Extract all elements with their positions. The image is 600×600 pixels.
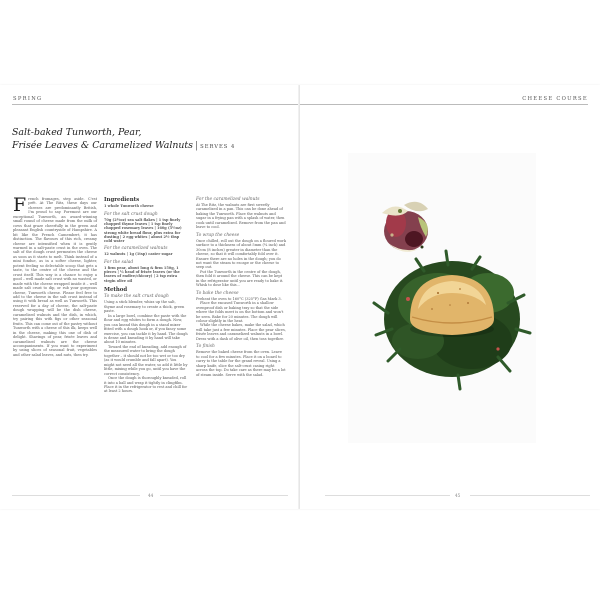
salad-ingredients: 1 firm pear, about long & firm 150g, 1 pieces | ¼ head of frisée leaves (or the leaves of endive/chicory) | 2 tsp extra virgin olive oil (104, 265, 180, 283)
col3-paragraph: While the cheese bakes, make the salad, which will take just a few minutes. Place the pear slices, frisée leaves and caramelized walnuts in a bowl. Dress with a dash of olive oil, then toss together. (196, 323, 286, 341)
ingredients-heading: Ingredients (104, 197, 140, 203)
drop-cap: F (13, 194, 27, 216)
method-paragraph: Once the dough is thoroughly kneaded, roll it into a ball and wrap it tightly in clingfilm. Place it in the refrigerator to rest and chill for at least 2 hours. (104, 376, 188, 394)
col3-paragraph: Put the Tunworth in the centre of the dough, then fold it around the cheese. This can be kept in the refrigerator until you are ready to bake it. Whisk to dose like this... (196, 269, 284, 288)
intro-column (13, 194, 97, 357)
col3-paragraph: At The Ritz, the walnuts are first sweetly caramelized in a pan. This can be done ahead of baking the Tunworth. Place the walnuts and sugar in a frying pan with a splash of water, then cook until caramelized. Remove from the pan and leave to cool. (196, 203, 286, 230)
method-heading: Method (104, 286, 128, 293)
cheese-ingredient: 1 whole Tunworth cheese (104, 204, 154, 209)
right-page (300, 85, 600, 509)
dish-photo (348, 153, 536, 443)
page-number-right: 45 (455, 493, 461, 498)
salad-heading: For the salad (104, 259, 134, 265)
header-rule-left (12, 104, 300, 105)
title-line-2: Frisée Leaves & Caramelized Walnuts (12, 139, 193, 151)
page-number-left: 44 (148, 493, 154, 498)
walnuts-heading: For the caramelized walnuts (104, 246, 168, 252)
dough-heading: For the salt crust dough (104, 211, 158, 217)
title-line-1: Salt-baked Tunworth, Pear, (12, 127, 142, 138)
recipe-title (12, 127, 292, 153)
method-column (196, 197, 286, 377)
dough-ingredients: 70g (2½oz) sea salt flakes | 1 tsp finely chopped thyme leaves | 1 tsp finely chopped rosemary leaves | 160g (5½oz) strong white bread flour, plus extra for dusting | 2 egg whites | about 2½ tbsp cold water (104, 217, 182, 244)
col3-paragraph: Remove the baked cheese from the oven. Leave to cool for a few minutes. Place it on a board to carry to the table for the grand reveal. Using a sharp knife, slice the salt-crust casing right across the top. Do take care as there may be a lot of steam inside. Serve with the salad. (196, 350, 286, 377)
footer-rule (160, 495, 288, 496)
running-head-right: CHEESE COURSE (522, 96, 588, 102)
col3-heading-wrap: To wrap the cheese (196, 232, 240, 238)
dish-illustration (348, 153, 536, 443)
footer-rule (470, 495, 590, 496)
header-rule-right (300, 104, 588, 105)
col3-heading-bake: To bake the cheese (196, 290, 239, 296)
footer-rule (12, 495, 140, 496)
serves-label: SERVES 4 (200, 143, 236, 150)
method-paragraph: Toward the end of kneading, add enough of the measured water to bring the dough together – it should not be too wet or too dry (as it would crumble and fall apart). You might not need all the water, so add it little by little, mixing while you go, until you have the correct consistency. (104, 344, 188, 376)
col3-paragraph: Preheat the oven to 160°C (325°F) Gas Mark 3. (196, 296, 282, 301)
method-paragraph: In a large bowl, combine the paste with the flour and egg whites to form a dough. Now, you can knead this dough in a stand mixer fitted with a dough hook or, if you fancy some exercise, you can tackle it by hand. The dough is dense and kneading it by hand will take about 10 minutes. (104, 313, 188, 345)
footer-rule (325, 495, 450, 496)
ingredients-column (104, 197, 188, 394)
left-page (0, 85, 300, 509)
walnuts-ingredients: 12 walnuts | 1g (1tsp) caster sugar (104, 252, 173, 257)
method-subheading: To make the salt crust dough (104, 294, 169, 300)
running-head-left: SPRING (13, 96, 43, 102)
method-paragraph: Using a stick blender, whizz up the salt, thyme and rosemary to create a thick, green paste. (104, 300, 185, 314)
intro-text: rench fromages, step aside. C'est prêt. At The Ritz, these days our cheeses are predominantly British, I'm proud to say. Foremost are our exceptional Tunworth, an award-winning small round of cheese made from the milk of cows that graze cheerfully in the green and pleasant English countryside of Hampshire. A bit like the French Camembert, it has distinction. The flavours of this rich, creamy cheese are intensified when it is gently warmed in a salt-paste crust in the oven. The salt of the dough crust permeates the cheese as soon as it starts to melt. Think instead of a mini fondue, as in a softer cheese, lighter, potent feeling so delectable scoop that gets a taste, to the centre of the cheese and the crust itself. This way is a chance to enjoy a good – well made salt crust with no wasted, or made with the cheese wrapped inside it – well made salt crust to dip, or rub your gorgeous cheese, Tunworth cheese. Please feel free to add to the cheese in the salt crust instead of using it with bread as well as Tunworth. This reserved for a day of cheese, the salt-paste dough wrapping will be the dish cheese, caramelised walnuts and the dish, in which, try pairing this with figs or other seasonal fruits. This can come out of the pastry without Tunworth with a cheese of this ilk, keeps well in the cheese, making this one of dish of delight. Shavings of pear, frisée leaves and caramelised walnuts are the cheese accompaniments. If you want to experiment by using slices of seasonal fruit, vegetables and other salad leaves, and nuts, then try. (13, 197, 97, 357)
col3-paragraph: Place the encased Tunworth in a shallow ovenproof dish or baking tray so that the side where the folds meet is on the bottom and won't be seen. Bake for 20 minutes. The dough will colour slightly in the heat. (196, 301, 284, 323)
title-separator: | (195, 139, 199, 151)
col3-heading-walnuts: For the caramelized walnuts (196, 197, 260, 202)
col3-heading-finish: To finish (196, 344, 215, 350)
col3-paragraph: Once chilled, roll out the dough on a floured work surface to a thickness of about 5mm (¼ inch) and 30cm (8 inches) greater in diameter than the cheese, so that it will comfortably fold over it. Ensure there are no holes in the dough; you do not want the steam to escape or the cheese to seep out. (196, 238, 286, 270)
